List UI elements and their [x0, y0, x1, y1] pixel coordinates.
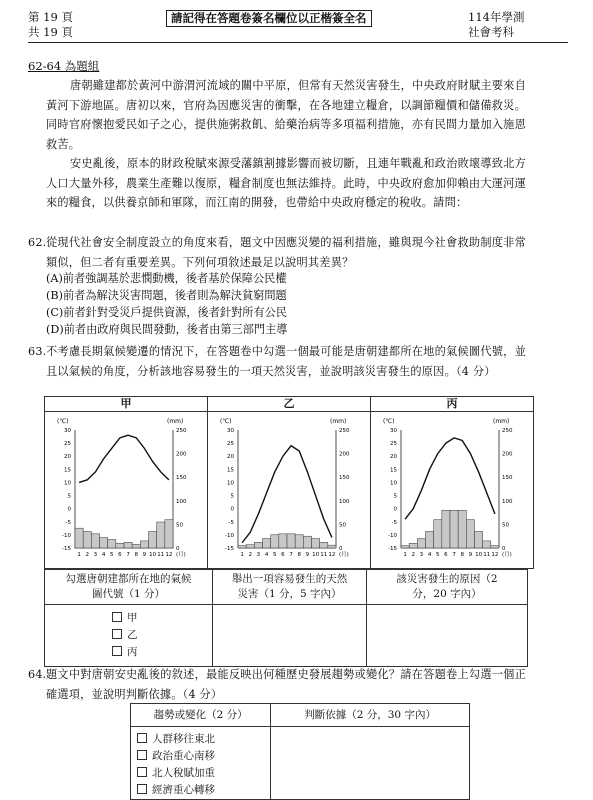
precipitation-bar: [295, 535, 303, 548]
q63-answer-table: [44, 569, 528, 667]
checkbox[interactable]: [137, 750, 147, 760]
precip-unit-label: (mm): [493, 418, 510, 425]
month-tick-label: 11: [157, 552, 165, 558]
temp-tick-label: 5: [67, 493, 71, 500]
precip-unit-label: (mm): [167, 418, 184, 425]
choice-2[interactable]: 政治重心南移: [137, 748, 270, 765]
precipitation-bar: [491, 546, 499, 548]
month-tick-label: 3: [419, 552, 424, 558]
q63-header-choice: 勾選唐朝建都所在地的氣候圖代號（1 分）: [45, 570, 213, 605]
q62-stem: 從現代社會安全制度設立的角度來看，題文中因應災變的福利措施，雖與現今社會救助制度非常類似，但二者有重要差異。下列何項敘述最足以說明其差異？: [46, 236, 526, 269]
month-tick-label: 11: [483, 552, 491, 558]
precipitation-bar: [458, 510, 466, 548]
header-divider: [28, 42, 568, 43]
temp-tick-label: 15: [390, 467, 397, 474]
temp-tick-label: 10: [390, 480, 397, 487]
temp-tick-label: -5: [391, 519, 397, 526]
month-tick-label: 8: [297, 552, 301, 558]
temp-tick-label: 5: [230, 493, 234, 500]
month-tick-label: 1: [403, 552, 407, 558]
checkbox[interactable]: [112, 629, 122, 639]
chart-label-bing: 丙: [371, 397, 534, 412]
precip-tick-label: 0: [176, 546, 180, 552]
precip-tick-label: 200: [502, 451, 513, 458]
month-tick-label: 8: [134, 552, 138, 558]
exam-subject: 社會考科: [468, 25, 514, 39]
precipitation-bar: [238, 546, 246, 548]
q63-stem: 不考慮長期氣候變遷的情況下，在答題卷中勾選一個最可能是唐朝建都所在地的氣候圖代號，並且以氣候的角度，分析該地容易發生的一項天然災害，並說明該災害發生的原因。（4 分）: [46, 345, 526, 378]
temp-unit-label: (℃): [57, 418, 69, 425]
month-unit-label: (月): [176, 552, 186, 558]
temp-tick-label: 15: [64, 467, 71, 474]
temp-tick-label: -5: [65, 519, 71, 526]
month-tick-label: 8: [460, 552, 464, 558]
precipitation-bar: [328, 545, 336, 548]
precipitation-bar: [417, 539, 425, 548]
precipitation-bar: [434, 520, 442, 548]
temperature-line: [79, 435, 169, 482]
temp-tick-label: 30: [390, 428, 397, 434]
precipitation-bar: [263, 539, 271, 548]
temp-tick-label: 20: [227, 454, 234, 461]
precipitation-bar: [83, 531, 91, 548]
exam-year: 114年學測: [468, 10, 525, 24]
precipitation-bar: [254, 542, 262, 548]
choice-1[interactable]: 人群移往東北: [137, 731, 270, 748]
temp-tick-label: -10: [388, 532, 397, 539]
temp-tick-label: 10: [64, 480, 71, 487]
precip-tick-label: 100: [176, 498, 187, 505]
checkbox[interactable]: [137, 733, 147, 743]
precip-tick-label: 250: [176, 428, 187, 434]
signature-notice: 請記得在答題卷簽名欄位以正楷簽全名: [166, 10, 372, 27]
temp-tick-label: -15: [388, 546, 397, 552]
precip-unit-label: (mm): [330, 418, 347, 425]
temp-tick-label: 25: [390, 441, 397, 448]
q62-option-d: (D)前者由政府與民間發動，後者由第三部門主導: [46, 323, 288, 336]
temp-tick-label: 20: [64, 454, 71, 461]
precipitation-bar: [108, 540, 116, 548]
precipitation-bar: [279, 534, 287, 548]
temp-tick-label: -15: [62, 546, 71, 552]
q62-option-b: (B)前者為解決災害問題，後者則為解決貧窮問題: [46, 289, 287, 302]
precipitation-bar: [401, 546, 409, 548]
precipitation-bar: [149, 531, 157, 548]
precipitation-bar: [116, 543, 124, 548]
q64-choice-cell: [131, 727, 271, 800]
precipitation-bar: [287, 534, 295, 548]
q64-answer-table: [130, 703, 470, 800]
month-tick-label: 1: [240, 552, 244, 558]
precipitation-bar: [271, 535, 279, 548]
temperature-line: [242, 446, 332, 543]
chart-label-yi: 乙: [208, 397, 371, 412]
month-tick-label: 4: [264, 552, 269, 558]
temp-tick-label: 0: [230, 506, 234, 513]
precipitation-bar: [124, 542, 132, 548]
precipitation-bar: [91, 534, 99, 548]
climate-chart-jia: [45, 412, 207, 564]
precip-tick-label: 200: [339, 451, 350, 458]
month-tick-label: 6: [118, 552, 122, 558]
precipitation-bar: [442, 510, 450, 548]
q64-header-trend: 趨勢或變化（2 分）: [131, 704, 271, 727]
precip-tick-label: 150: [176, 475, 187, 482]
q64-header-basis: 判斷依據（2 分，30 字內）: [271, 704, 470, 727]
choice-4[interactable]: 經濟重心轉移: [137, 782, 270, 799]
month-tick-label: 6: [444, 552, 448, 558]
passage-paragraph-2: 安史亂後，原本的財政稅賦來源受藩鎮割據影響而被切斷，且連年戰亂和政治敗壞導致北方人口大量外移，農業生產難以復原，糧倉制度也無法維持。此時，中央政府愈加仰賴由大運河運來的糧食，以供養京師和軍隊，而江南的開發，也帶給中央政府穩定的稅收。請問：: [46, 157, 526, 209]
checkbox[interactable]: [137, 767, 147, 777]
q63-choice-cell: [45, 605, 213, 667]
q64-basis-answer[interactable]: [271, 727, 470, 800]
precipitation-bar: [132, 544, 140, 548]
month-tick-label: 9: [305, 552, 310, 558]
precip-tick-label: 0: [502, 546, 506, 552]
temp-tick-label: -15: [225, 546, 234, 552]
precip-tick-label: 50: [502, 522, 509, 529]
precipitation-bar: [75, 528, 83, 548]
month-tick-label: 3: [256, 552, 261, 558]
precipitation-bar: [475, 531, 483, 548]
month-tick-label: 5: [436, 552, 440, 558]
precipitation-bar: [320, 542, 328, 548]
section-title: 62-64 為題組: [28, 59, 100, 73]
precipitation-bar: [312, 539, 320, 548]
month-tick-label: 5: [110, 552, 114, 558]
precipitation-bar: [426, 531, 434, 548]
temp-tick-label: 5: [393, 493, 397, 500]
checkbox[interactable]: [112, 646, 122, 656]
temp-tick-label: -5: [228, 519, 234, 526]
choice-jia[interactable]: 甲: [112, 610, 212, 627]
month-tick-label: 11: [320, 552, 328, 558]
month-unit-label: (月): [339, 552, 349, 558]
q62-option-c: (C)前者針對受災戶提供資源，後者針對所有公民: [46, 306, 288, 319]
temperature-line: [405, 438, 495, 519]
month-tick-label: 5: [273, 552, 277, 558]
page-number: 第 19 頁: [28, 10, 73, 24]
precipitation-bar: [246, 545, 254, 548]
month-tick-label: 9: [468, 552, 473, 558]
precip-tick-label: 100: [339, 498, 350, 505]
choice-3[interactable]: 北人稅賦加重: [137, 765, 270, 782]
page-total: 共 19 頁: [28, 25, 73, 39]
temp-tick-label: -10: [62, 532, 71, 539]
temp-tick-label: 20: [390, 454, 397, 461]
month-tick-label: 7: [126, 552, 130, 558]
temp-unit-label: (℃): [383, 418, 395, 425]
temp-tick-label: 15: [227, 467, 234, 474]
month-tick-label: 1: [77, 552, 81, 558]
precipitation-bar: [157, 522, 165, 548]
q63-number: 63.: [28, 345, 47, 358]
q62-option-a: (A)前者強調基於悲憫動機，後者基於保障公民權: [46, 272, 287, 285]
climate-chart-yi: [208, 412, 370, 564]
q64-number: 64.: [28, 668, 47, 681]
precipitation-bar: [466, 520, 474, 548]
passage-paragraph-1: 唐朝雖建都於黃河中游渭河流域的關中平原，但常有天然災害發生，中央政府財賦主要來自黃河下游地區。唐初以來，官府為因應災害的衝擊，在各地建立糧倉，以調節糧價和儲備救災。同時官府懷抱愛民如子之心，提供施粥救飢、給藥治病等多項福利措施，亦有民間力量加入施恩救苦。: [46, 79, 526, 151]
precip-tick-label: 0: [339, 546, 343, 552]
temp-tick-label: 10: [227, 480, 234, 487]
temp-tick-label: 0: [67, 506, 71, 513]
precip-tick-label: 150: [339, 475, 350, 482]
precipitation-bar: [100, 538, 108, 548]
q64-stem: 題文中對唐朝安史亂後的敘述，最能反映出何種歷史發展趨勢或變化？請在答題卷上勾選一個正確選項，並說明判斷依據。（4 分）: [46, 668, 526, 701]
month-unit-label: (月): [502, 552, 512, 558]
month-tick-label: 2: [411, 552, 415, 558]
month-tick-label: 7: [289, 552, 293, 558]
checkbox[interactable]: [137, 784, 147, 794]
precipitation-bar: [303, 536, 311, 548]
temp-tick-label: -10: [225, 532, 234, 539]
month-tick-label: 6: [281, 552, 285, 558]
month-tick-label: 10: [149, 552, 157, 558]
month-tick-label: 10: [475, 552, 483, 558]
month-tick-label: 9: [142, 552, 147, 558]
q63-reason-answer[interactable]: [367, 605, 528, 667]
month-tick-label: 4: [101, 552, 106, 558]
month-tick-label: 12: [491, 552, 499, 558]
choice-yi[interactable]: 乙: [112, 627, 212, 644]
precip-tick-label: 100: [502, 498, 513, 505]
month-tick-label: 2: [85, 552, 89, 558]
precipitation-bar: [409, 543, 417, 548]
temp-unit-label: (℃): [220, 418, 232, 425]
month-tick-label: 7: [452, 552, 456, 558]
q63-header-disaster: 舉出一項容易發生的天然災害（1 分，5 字內）: [212, 570, 366, 605]
q63-disaster-answer[interactable]: [212, 605, 366, 667]
precip-tick-label: 250: [339, 428, 350, 434]
month-tick-label: 12: [328, 552, 336, 558]
temp-tick-label: 30: [227, 428, 234, 434]
temp-tick-label: 25: [227, 441, 234, 448]
precip-tick-label: 200: [176, 451, 187, 458]
precip-tick-label: 150: [502, 475, 513, 482]
month-tick-label: 3: [93, 552, 98, 558]
precip-tick-label: 250: [502, 428, 513, 434]
month-tick-label: 2: [248, 552, 252, 558]
precip-tick-label: 50: [339, 522, 346, 529]
month-tick-label: 4: [427, 552, 432, 558]
month-tick-label: 10: [312, 552, 320, 558]
choice-bing[interactable]: 丙: [112, 644, 212, 661]
checkbox[interactable]: [112, 612, 122, 622]
temp-tick-label: 0: [393, 506, 397, 513]
q63-header-reason: 該災害發生的原因（2 分，20 字內）: [367, 570, 528, 605]
temp-tick-label: 25: [64, 441, 71, 448]
month-tick-label: 12: [165, 552, 173, 558]
precipitation-bar: [483, 541, 491, 548]
climate-chart-bing: [371, 412, 533, 564]
chart-label-jia: 甲: [45, 397, 208, 412]
temp-tick-label: 30: [64, 428, 71, 434]
precip-tick-label: 50: [176, 522, 183, 529]
q62-number: 62.: [28, 236, 47, 249]
precipitation-bar: [165, 520, 173, 548]
precipitation-bar: [140, 541, 148, 548]
precipitation-bar: [450, 510, 458, 548]
climate-chart-table: [44, 396, 534, 569]
